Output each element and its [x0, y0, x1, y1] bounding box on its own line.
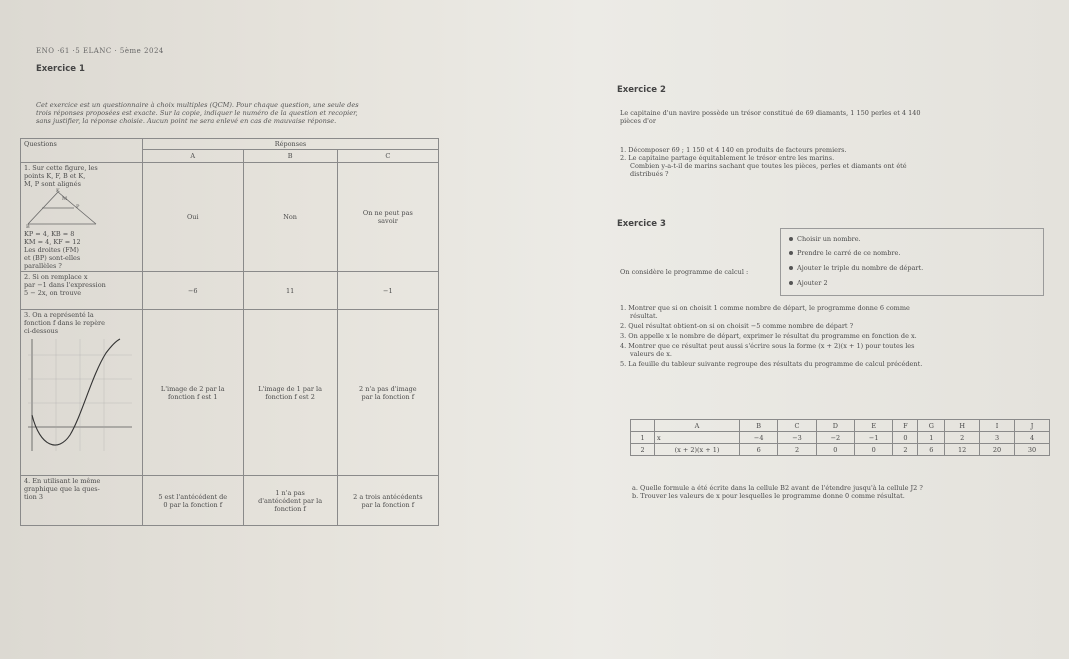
function-graph [24, 335, 136, 455]
answer-line: On ne peut pas [362, 209, 413, 217]
q2-answer-b: 11 [243, 272, 337, 310]
spreadsheet-cell: 20 [980, 444, 1015, 456]
q4-answer-c [337, 476, 438, 526]
bullet-icon [789, 281, 793, 285]
program-step-1 [789, 235, 861, 243]
intro-line: trois réponses proposées est exacte. Sur la copie, indiquer le numéro de la question et recopier, [36, 109, 358, 117]
q3-line: ci-dessous [24, 327, 59, 335]
exercise-3-questions [620, 304, 1050, 368]
q2-line: par −1 dans l'expression [24, 281, 106, 289]
spreadsheet-cell: 3 [980, 432, 1015, 444]
spreadsheet-cell: −1 [855, 432, 893, 444]
answer-line: 0 par la fonction f [163, 500, 223, 509]
question-line: 2. Quel résultat obtient-on si on choisit −5 comme nombre de départ ? [620, 322, 854, 330]
exercise-2-questions [620, 146, 1050, 178]
spreadsheet-cell [631, 420, 655, 432]
answer-line: par la fonction f [361, 392, 415, 401]
spreadsheet-cell: 6 [918, 444, 945, 456]
question-line: 4. Montrer que ce résultat peut aussi s'écrire sous la forme (x + 2)(x + 1) pour toutes les [620, 342, 915, 350]
q1-line: 1. Sur cette figure, les [24, 164, 98, 172]
exercise-1-title: Exercice 1 [36, 64, 85, 74]
answer-line: 2 a trois antécédents [353, 492, 423, 501]
q4-answer-a [143, 476, 244, 526]
spreadsheet-cell: 12 [945, 444, 980, 456]
question-4-row [21, 476, 439, 526]
question-2-row [21, 272, 439, 310]
spreadsheet-cell: 0 [855, 444, 893, 456]
q1-answer-c [337, 163, 438, 272]
qcm-table [20, 138, 439, 526]
step-text: Prendre le carré de ce nombre. [797, 249, 901, 257]
spreadsheet-header-row [631, 420, 1050, 432]
spreadsheet-cell: 2 [778, 444, 816, 456]
question-line: 3. On appelle x le nombre de départ, exprimer le résultat du programme en fonction de x. [620, 332, 917, 340]
question-line: distribués ? [630, 170, 669, 178]
spreadsheet-cell: D [816, 420, 854, 432]
intro-line: sans justifier, la réponse choisie. Aucun point ne sera enlevé en cas de mauvaise réponse. [36, 117, 337, 125]
spreadsheet-cell: −4 [740, 432, 778, 444]
q4-answer-b [243, 476, 337, 526]
q2-line: 5 − 2x, on trouve [24, 289, 82, 297]
question-line: 1. Décomposer 69 ; 1 150 et 4 140 en produits de facteurs premiers. [620, 146, 847, 154]
spreadsheet-cell: B [740, 420, 778, 432]
bullet-icon [789, 251, 793, 255]
q1-line: KP = 4, KB = 8 [24, 230, 75, 238]
q3-line: 3. On a représenté la [24, 311, 94, 319]
spreadsheet-cell: 4 [1015, 432, 1050, 444]
q3-answer-c [337, 310, 438, 476]
spreadsheet-table [630, 419, 1050, 456]
answer-line: fonction f est 1 [168, 392, 218, 401]
exercise-2-title: Exercice 2 [617, 85, 666, 95]
step-text: Ajouter le triple du nombre de départ. [797, 264, 924, 272]
answer-line: d'antécédent par la [258, 496, 323, 505]
spreadsheet-cell: A [655, 420, 740, 432]
program-step-4 [789, 279, 828, 287]
answer-line: 2 n'a pas d'image [359, 384, 417, 393]
answer-line: 5 est l'antécédent de [158, 492, 228, 501]
answer-line: fonction f est 2 [265, 392, 315, 401]
question-4-text [21, 476, 143, 526]
exercise-1-intro [36, 101, 446, 125]
q1-line: parallèles ? [24, 262, 62, 270]
spreadsheet-cell: H [945, 420, 980, 432]
q2-answer-c: −1 [337, 272, 438, 310]
answer-line: fonction f [274, 504, 306, 513]
spreadsheet-row-1 [631, 432, 1050, 444]
q3-answer-b [243, 310, 337, 476]
question-line: 1. Montrer que si on choisit 1 comme nombre de départ, le programme donne 6 comme [620, 304, 910, 312]
spreadsheet-cell: G [918, 420, 945, 432]
spreadsheet-cell: F [893, 420, 918, 432]
question-line: Combien y-a-t-il de marins sachant que toutes les pièces, perles et diamants ont été [630, 162, 907, 170]
program-step-3 [789, 264, 923, 272]
question-3-row [21, 310, 439, 476]
q2-line: 2. Si on remplace x [24, 273, 88, 281]
q4-line: tion 3 [24, 493, 43, 501]
answer-line: L'image de 2 par la [160, 384, 225, 393]
answer-line: 1 n'a pas [275, 488, 305, 497]
spreadsheet-cell: 0 [816, 444, 854, 456]
question-line: 2. Le capitaine partage équitablement le trésor entre les marins. [620, 154, 835, 162]
q4-line: graphique que la ques- [24, 485, 100, 493]
answer-line: savoir [377, 217, 398, 225]
bullet-icon [789, 237, 793, 241]
intro-line: Cet exercice est un questionnaire à choix multiples (QCM). Pour chaque question, une seule des [36, 101, 359, 109]
q1-line: KM = 4, KF = 12 [24, 238, 81, 246]
spreadsheet-cell: 2 [631, 444, 655, 456]
q2-answer-a: −6 [143, 272, 244, 310]
spreadsheet-cell: (x + 2)(x + 1) [655, 444, 740, 456]
col-a-header: A [143, 150, 244, 163]
exercise-3-title: Exercice 3 [617, 219, 666, 229]
fig-label-k: K [56, 188, 60, 194]
spreadsheet-cell: J [1015, 420, 1050, 432]
fig-label-p: P [76, 204, 80, 210]
q1-answer-a: Oui [143, 163, 244, 272]
spreadsheet-cell: 2 [893, 444, 918, 456]
exercise-3-intro: On considère le programme de calcul : [620, 268, 749, 276]
intro-line: pièces d'or [620, 117, 656, 125]
spreadsheet-row-2 [631, 444, 1050, 456]
answer-line: par la fonction f [361, 500, 415, 509]
spreadsheet-cell: 0 [893, 432, 918, 444]
spreadsheet-cell: x [655, 432, 740, 444]
q1-line: et (BP) sont-elles [24, 254, 81, 262]
subquestion-line: b. Trouver les valeurs de x pour lesquelles le programme donne 0 comme résultat. [632, 492, 905, 500]
question-line: 5. La feuille du tableur suivante regroupe des résultats du programme de calcul précédent. [620, 360, 923, 368]
bullet-icon [789, 266, 793, 270]
question-3-text [21, 310, 143, 476]
question-line: résultat. [630, 312, 658, 320]
q1-line: M, P sont alignés [24, 180, 81, 188]
exercise-2-intro [620, 109, 1050, 125]
subquestion-line: a. Quelle formule a été écrite dans la cellule B2 avant de l'étendre jusqu'à la cellule J2 ? [632, 484, 923, 492]
step-text: Choisir un nombre. [797, 235, 861, 243]
spreadsheet-cell: 1 [918, 432, 945, 444]
step-text: Ajouter 2 [797, 279, 828, 287]
spreadsheet-cell: C [778, 420, 816, 432]
spreadsheet-cell: 1 [631, 432, 655, 444]
q4-line: 4. En utilisant le même [24, 477, 101, 485]
col-b-header: B [243, 150, 337, 163]
question-2-text [21, 272, 143, 310]
questions-header: Questions [21, 139, 143, 163]
program-step-2 [789, 249, 900, 257]
spreadsheet-cell: I [980, 420, 1015, 432]
question-1-text [21, 163, 143, 272]
spreadsheet-cell: −2 [816, 432, 854, 444]
spreadsheet-cell: 6 [740, 444, 778, 456]
q1-line: Les droites (FM) [24, 246, 79, 254]
responses-header: Réponses [143, 139, 439, 150]
page-header: ENO ·61 ·5 ELANC · 5ème 2024 [36, 47, 164, 55]
q1-answer-b: Non [243, 163, 337, 272]
col-c-header: C [337, 150, 438, 163]
intro-line: Le capitaine d'un navire possède un trésor constitué de 69 diamants, 1 150 perles et 4 140 [620, 109, 921, 117]
q3-line: fonction f dans le repère [24, 319, 106, 327]
q1-line: points K, F, B et K, [24, 172, 86, 180]
answer-line: L'image de 1 par la [258, 384, 322, 393]
spreadsheet-cell: −3 [778, 432, 816, 444]
exercise-3-subquestions [632, 484, 1062, 500]
spreadsheet-cell: 30 [1015, 444, 1050, 456]
spreadsheet-cell: 2 [945, 432, 980, 444]
triangle-figure [24, 188, 124, 228]
fig-label-m: M [62, 196, 68, 202]
q3-answer-a [143, 310, 244, 476]
question-line: valeurs de x. [630, 350, 672, 358]
question-1-row [21, 163, 439, 272]
fig-label-b: B [26, 224, 30, 228]
spreadsheet-cell: E [855, 420, 893, 432]
program-box [780, 228, 1044, 296]
